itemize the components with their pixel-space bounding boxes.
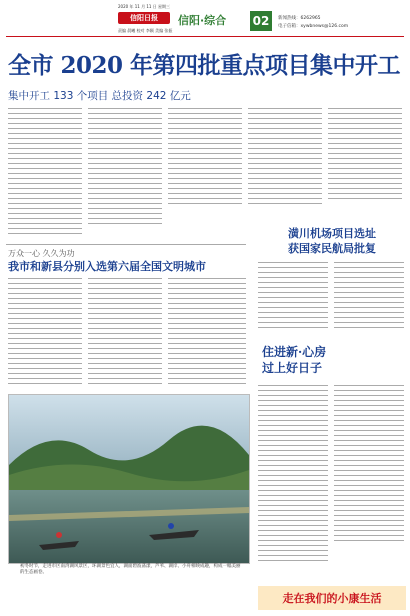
newspaper-logo: [118, 12, 170, 24]
article2-title: 我市和新县分别入选第六届全国文明城市: [8, 260, 206, 273]
section-title: 信阳·综合: [178, 14, 227, 27]
logo-text: 信阳日报: [130, 13, 158, 22]
email: 电子信箱：xywbnews@126.com: [278, 24, 349, 29]
article3-title: [258, 226, 406, 256]
article4-col-2: [334, 385, 404, 545]
article3-title-line-1: 潢川机场项目选址: [288, 227, 376, 240]
hotline: 新闻热线：6262965: [278, 16, 321, 21]
divider: [6, 244, 246, 245]
main-headline: 全市 2020 年第四批重点项目集中开工: [8, 52, 401, 79]
editor-line: 责编 晨曦 校对 李颖 美编 张振: [118, 28, 173, 33]
lead-article-col-5: [328, 108, 402, 203]
article4-col-1: [258, 385, 328, 565]
article2-col-2: [88, 278, 162, 388]
article2-kicker: 万众一心 久久为功: [8, 249, 75, 258]
lead-article-col-3: [168, 108, 242, 208]
lake-photo-graphic: [9, 395, 249, 563]
article4-title-line-1: 住进新·心房: [262, 345, 327, 359]
sub-headline: 集中开工 133 个项目 总投资 242 亿元: [8, 90, 191, 102]
page-number: 02: [250, 11, 272, 31]
article2-col-3: [168, 278, 246, 388]
lead-article-col-4: [248, 108, 322, 208]
date-line: 2020 年 11 月 11 日 星期三: [118, 4, 170, 9]
lake-photo: [8, 394, 250, 564]
lead-article-col-1: [8, 108, 82, 238]
photo-caption: 初冬时节，走进市区南湾湖风景区，环湖景色宜人，湖面碧波荡漾，芦苇、湖岸、小舟相映成趣，构成一幅美丽的生态画卷。: [20, 564, 241, 575]
article2-col-1: [8, 278, 82, 388]
footer-slogan: 走在我们的小康生活: [282, 592, 382, 605]
article3-col-2: [334, 262, 404, 332]
article4-title-line-2: 过上好日子: [262, 361, 323, 375]
article4-title: [262, 344, 402, 376]
masthead-rule: [6, 36, 404, 37]
article3-col-1: [258, 262, 328, 332]
lead-article-col-2: [88, 108, 162, 228]
article3-title-line-2: 获国家民航局批复: [288, 242, 376, 255]
footer-banner: [258, 586, 406, 610]
